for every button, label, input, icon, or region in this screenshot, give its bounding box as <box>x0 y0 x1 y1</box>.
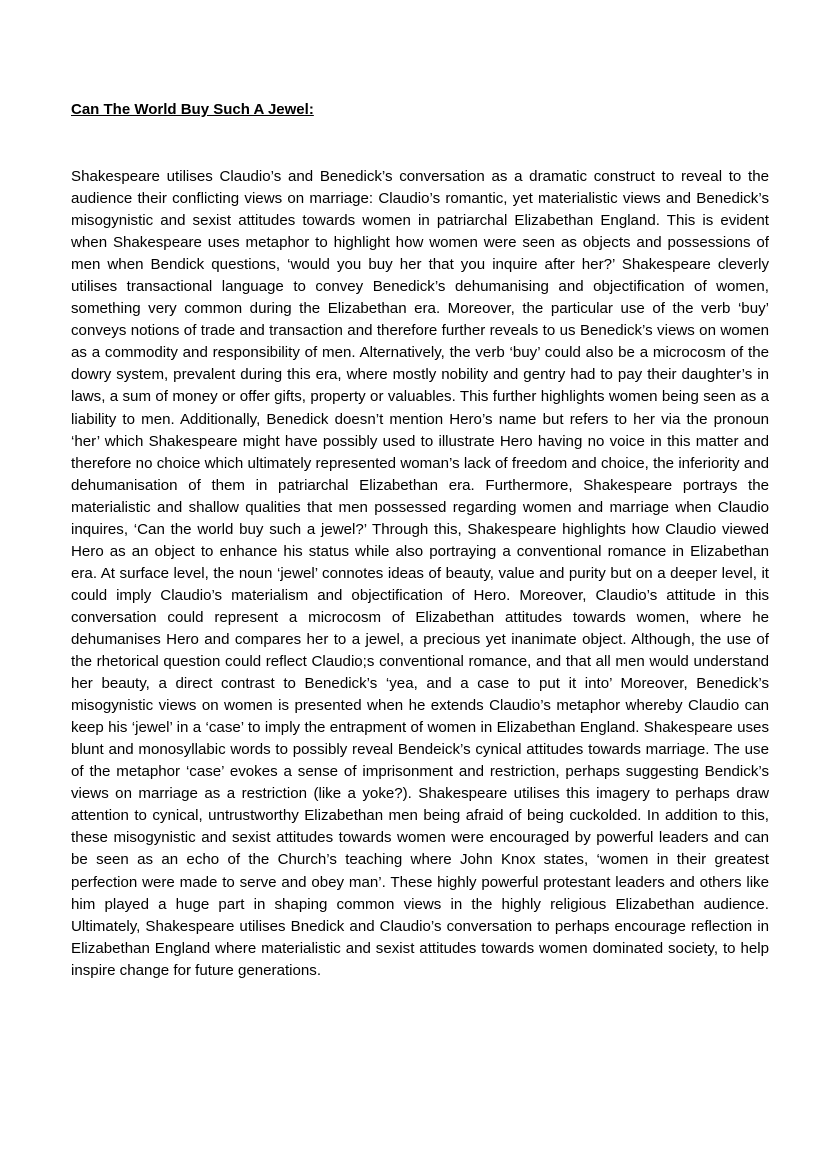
essay-body-paragraph: Shakespeare utilises Claudio’s and Benedick’s conversation as a dramatic construct to reveal to the audience their conflicting views on marriage: Claudio’s romantic, yet materialistic views and Benedick’s misogynistic and sexist attitudes towards women in patriarchal Elizabethan England. This is evident when Shakespeare uses metaphor to highlight how women were seen as objects and possessions of men when Bendick questions, ‘would you buy her that you inquire after her?’ Shakespeare cleverly utilises transactional language to convey Benedick’s dehumanising and objectification of women, something very common during the Elizabethan era. Moreover, the particular use of the verb ‘buy’ conveys notions of trade and transaction and therefore further reveals to us Benedick’s views on women as a commodity and responsibility of men. Alternatively, the verb ‘buy’ could also be a microcosm of the dowry system, prevalent during this era, where mostly nobility and gentry had to pay their daughter’s in laws, a sum of money or offer gifts, property or valuables. This further highlights women being seen as a liability to men. Additionally, Benedick doesn’t mention Hero’s name but refers to her via the pronoun ‘her’ which Shakespeare might have possibly used to illustrate Hero having no voice in this matter and therefore no choice which ultimately represented woman’s lack of freedom and choice, the inferiority and dehumanisation of them in patriarchal Elizabethan era. Furthermore, Shakespeare portrays the materialistic and shallow qualities that men possessed regarding women and marriage when Claudio inquires, ‘Can the world buy such a jewel?’ Through this, Shakespeare highlights how Claudio viewed Hero as an object to enhance his status while also portraying a conventional romance in Elizabethan era. At surface level, the noun ‘jewel’ connotes ideas of beauty, value and purity but on a deeper level, it could imply Claudio’s materialism and objectification of Hero. Moreover, Claudio’s attitude in this conversation could represent a microcosm of Elizabethan attitudes towards women, where he dehumanises Hero and compares her to a jewel, a precious yet inanimate object. Although, the use of the rhetorical question could reflect Claudio;s conventional romance, and that all men would understand her beauty, a direct contrast to Benedick’s ‘yea, and a case to put it into’ Moreover, Benedick’s misogynistic views on women is presented when he extends Claudio’s metaphor whereby Claudio can keep his ‘jewel’ in a ‘case’ to imply the entrapment of women in Elizabethan England. Shakespeare uses blunt and monosyllabic words to possibly reveal Bendeick’s cynical attitudes towards marriage. The use of the metaphor ‘case’ evokes a sense of imprisonment and restriction, perhaps suggesting Bendick’s views on marriage as a restriction (like a yoke?). Shakespeare utilises this imagery to perhaps draw attention to cynical, untrustworthy Elizabethan men being afraid of being cuckolded. In addition to this, these misogynistic and sexist attitudes towards women were encouraged by powerful leaders and can be seen as an echo of the Church’s teaching where John Knox states, ‘women in their greatest perfection were made to serve and obey man’. These highly powerful protestant leaders and others like him played a huge part in shaping common views in the highly religious Elizabethan audience. Ultimately, Shakespeare utilises Bnedick and Claudio’s conversation to perhaps encourage reflection in Elizabethan England where materialistic and sexist attitudes towards women dominated society, to help inspire change for future generations. <box>71 168 769 979</box>
essay-title: Can The World Buy Such A Jewel: <box>71 101 314 118</box>
document-page <box>71 99 769 982</box>
